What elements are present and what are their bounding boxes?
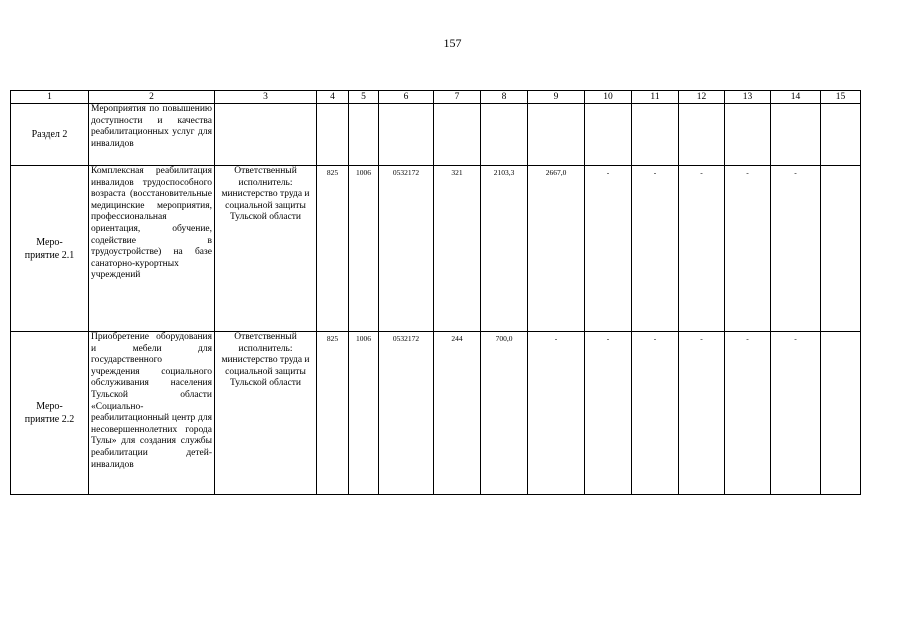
table-cell xyxy=(821,104,861,166)
column-header: 7 xyxy=(434,91,481,104)
column-header: 1 xyxy=(11,91,89,104)
table-cell: - xyxy=(585,332,632,495)
row-label-line: Меро- xyxy=(36,236,63,248)
table-cell: 0532172 xyxy=(379,332,434,495)
column-header: 5 xyxy=(349,91,379,104)
row-label-line: приятие 2.1 xyxy=(24,249,75,261)
row-label-line: Меро- xyxy=(36,401,63,412)
table-cell xyxy=(349,104,379,166)
table-cell xyxy=(317,104,349,166)
column-header: 4 xyxy=(317,91,349,104)
table-cell: 825 xyxy=(317,332,349,495)
column-header: 6 xyxy=(379,91,434,104)
row-responsible: Ответственный исполнитель: министерство труда и социальной защиты Тульской области xyxy=(215,166,317,332)
column-header: 14 xyxy=(771,91,821,104)
table-cell: 0532172 xyxy=(379,166,434,332)
table-cell: - xyxy=(771,166,821,332)
table-row-section-2 xyxy=(11,104,861,166)
column-header: 12 xyxy=(679,91,725,104)
table-cell: 825 xyxy=(317,166,349,332)
table-cell xyxy=(632,104,679,166)
table-cell: 321 xyxy=(434,166,481,332)
table-cell: - xyxy=(679,332,725,495)
row-responsible xyxy=(215,104,317,166)
table-cell: - xyxy=(725,166,771,332)
table-cell xyxy=(821,166,861,332)
table-cell: 2667,0 xyxy=(528,166,585,332)
table-cell: - xyxy=(528,332,585,495)
column-header: 11 xyxy=(632,91,679,104)
table-cell: 700,0 xyxy=(481,332,528,495)
column-header: 2 xyxy=(89,91,215,104)
table-cell: 1006 xyxy=(349,332,379,495)
table-cell xyxy=(434,104,481,166)
row-label-line: приятие 2.2 xyxy=(24,414,75,425)
row-description: Приобретение оборудования и мебели для государственного учреждения социального обслуживания населения Тульской области «Социально-реабилитационный центр для несовершеннолетних города Тулы» для создания службы реабилитации детей-инвалидов xyxy=(89,332,215,495)
column-header: 3 xyxy=(215,91,317,104)
table-cell: - xyxy=(771,332,821,495)
table-cell: - xyxy=(725,332,771,495)
table-cell: - xyxy=(585,166,632,332)
table-cell xyxy=(379,104,434,166)
table-header-row xyxy=(11,91,861,104)
table-cell xyxy=(585,104,632,166)
row-label xyxy=(11,332,89,495)
table-cell xyxy=(528,104,585,166)
page-number: 157 xyxy=(443,36,462,50)
table-row-measure-2-2 xyxy=(11,332,861,495)
table-cell: 1006 xyxy=(349,166,379,332)
column-header: 13 xyxy=(725,91,771,104)
table-cell xyxy=(821,332,861,495)
column-header: 10 xyxy=(585,91,632,104)
table-cell: - xyxy=(632,332,679,495)
budget-table xyxy=(10,90,861,495)
column-header: 8 xyxy=(481,91,528,104)
table-cell xyxy=(679,104,725,166)
table-cell: - xyxy=(632,166,679,332)
table-cell: - xyxy=(679,166,725,332)
table-cell: 244 xyxy=(434,332,481,495)
table-cell: 2103,3 xyxy=(481,166,528,332)
row-description: Мероприятия по повышению доступности и качества реабилитационных услуг для инвалидов xyxy=(89,104,215,166)
table-row-measure-2-1 xyxy=(11,166,861,332)
table-cell xyxy=(725,104,771,166)
row-label: Раздел 2 xyxy=(11,104,89,166)
table-cell xyxy=(771,104,821,166)
row-responsible: Ответственный исполнитель: министерство труда и социальной защиты Тульской области xyxy=(215,332,317,495)
column-header: 9 xyxy=(528,91,585,104)
row-label xyxy=(11,166,89,332)
row-description: Комплексная реабилитация инвалидов трудоспособного возраста (восстановительные медицинские мероприятия, профессиональная ориентация, обучение, содействие в трудоустройстве) на базе санаторно-курортных учреждений xyxy=(89,166,215,332)
column-header: 15 xyxy=(821,91,861,104)
table-cell xyxy=(481,104,528,166)
